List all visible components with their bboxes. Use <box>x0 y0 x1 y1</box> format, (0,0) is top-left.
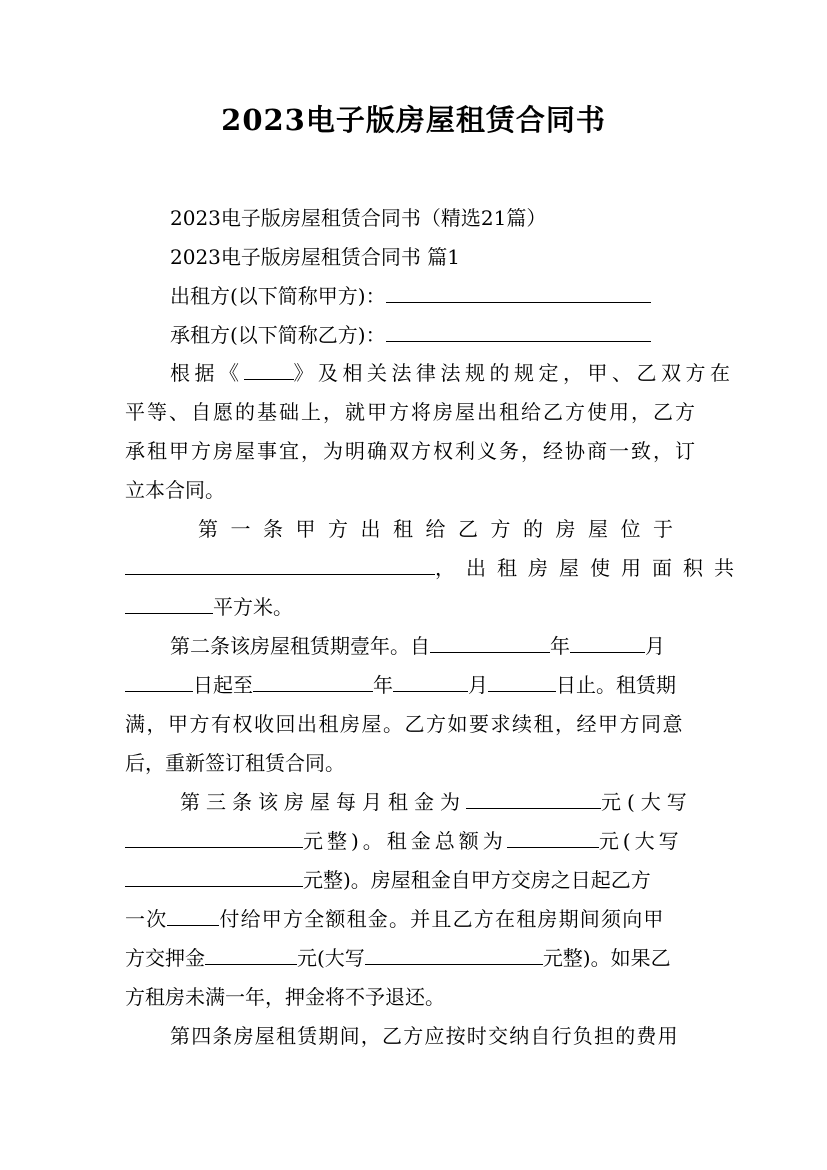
party-a-line <box>170 280 651 309</box>
text-segment: 方交押金 <box>125 946 205 970</box>
subtitle: 2023电子版房屋租赁合同书（精选21篇） <box>170 206 547 230</box>
party-b-blank[interactable] <box>386 322 651 342</box>
text-segment: 》及相关法律法规的规定，甲、乙双方在 <box>293 361 735 385</box>
article-3-line-5 <box>125 942 671 971</box>
text-segment: 付给甲方全额租金。并且乙方在租房期间须向甲 <box>219 907 665 931</box>
text-segment: 元整)。如果乙 <box>542 946 671 970</box>
law-name-blank[interactable] <box>244 360 294 380</box>
text-segment: 平方米。 <box>213 595 293 619</box>
end-day-blank[interactable] <box>488 672 556 692</box>
text-segment: 元(大写 <box>598 829 683 853</box>
party-a-label: 出租方(以下简称甲方)： <box>170 284 386 308</box>
article-1-line-1: 第一条甲方出租给乙方的房屋位于 <box>198 517 686 541</box>
house-location-blank[interactable] <box>125 555 435 575</box>
text-segment: ，出租房屋使用面积共 <box>435 556 745 580</box>
party-a-blank[interactable] <box>386 283 651 303</box>
text-segment: 一次 <box>125 907 168 931</box>
start-month-blank[interactable] <box>570 633 645 653</box>
article-3-line-2 <box>125 825 683 854</box>
text-segment: 第二条该房屋租赁期壹年。自 <box>170 634 430 658</box>
article-3-line-6: 方租房未满一年，押金将不予退还。 <box>125 985 445 1009</box>
payment-times-blank[interactable] <box>167 906 219 926</box>
total-rent-blank[interactable] <box>507 828 599 848</box>
party-b-label: 承租方(以下简称乙方)： <box>170 323 386 347</box>
text-segment: 根据《 <box>170 361 244 385</box>
monthly-rent-words-blank[interactable] <box>125 828 303 848</box>
start-day-blank[interactable] <box>125 672 193 692</box>
section-heading: 2023电子版房屋租赁合同书 篇1 <box>170 245 460 269</box>
preamble-line-2: 平等、自愿的基础上，就甲方将房屋出租给乙方使用，乙方 <box>125 400 697 424</box>
text-segment: 元整)。房屋租金自甲方交房之日起乙方 <box>303 868 651 892</box>
article-3-line-3 <box>125 864 651 893</box>
total-rent-words-blank[interactable] <box>125 867 303 887</box>
article-2-line-1 <box>170 630 665 659</box>
text-segment: 元整)。租金总额为 <box>303 829 507 853</box>
article-2-line-2 <box>125 669 676 698</box>
text-segment: 元(大写 <box>601 790 693 814</box>
article-3-line-4 <box>125 903 665 932</box>
text-segment: 第三条该房屋每月租金为 <box>180 790 466 814</box>
text-segment: 年 <box>550 634 570 658</box>
monthly-rent-blank[interactable] <box>466 789 601 809</box>
article-2-line-3: 满，甲方有权收回出租房屋。乙方如要求续租，经甲方同意 <box>125 712 684 736</box>
end-year-blank[interactable] <box>253 672 373 692</box>
preamble-line-1 <box>170 357 735 386</box>
party-b-line <box>170 319 651 348</box>
start-year-blank[interactable] <box>430 633 550 653</box>
preamble-line-3: 承租甲方房屋事宜，为明确双方权利义务，经协商一致，订 <box>125 439 697 463</box>
article-2-line-4: 后，重新签订租赁合同。 <box>125 751 345 775</box>
article-1-line-2 <box>125 552 745 581</box>
deposit-words-blank[interactable] <box>365 945 543 965</box>
text-segment: 年 <box>373 673 393 697</box>
text-segment: 月 <box>645 634 665 658</box>
area-blank[interactable] <box>125 594 213 614</box>
deposit-blank[interactable] <box>205 945 297 965</box>
article-4-line-1: 第四条房屋租赁期间，乙方应按时交纳自行负担的费用 <box>170 1024 679 1048</box>
text-segment: 日止。租赁期 <box>556 673 676 697</box>
text-segment: 元(大写 <box>297 946 365 970</box>
preamble-line-4: 立本合同。 <box>125 478 225 502</box>
article-3-line-1 <box>180 786 693 815</box>
document-title: 2023电子版房屋租赁合同书 <box>221 103 606 137</box>
article-1-line-3 <box>125 591 293 620</box>
text-segment: 月 <box>468 673 488 697</box>
text-segment: 日起至 <box>193 673 253 697</box>
end-month-blank[interactable] <box>393 672 468 692</box>
